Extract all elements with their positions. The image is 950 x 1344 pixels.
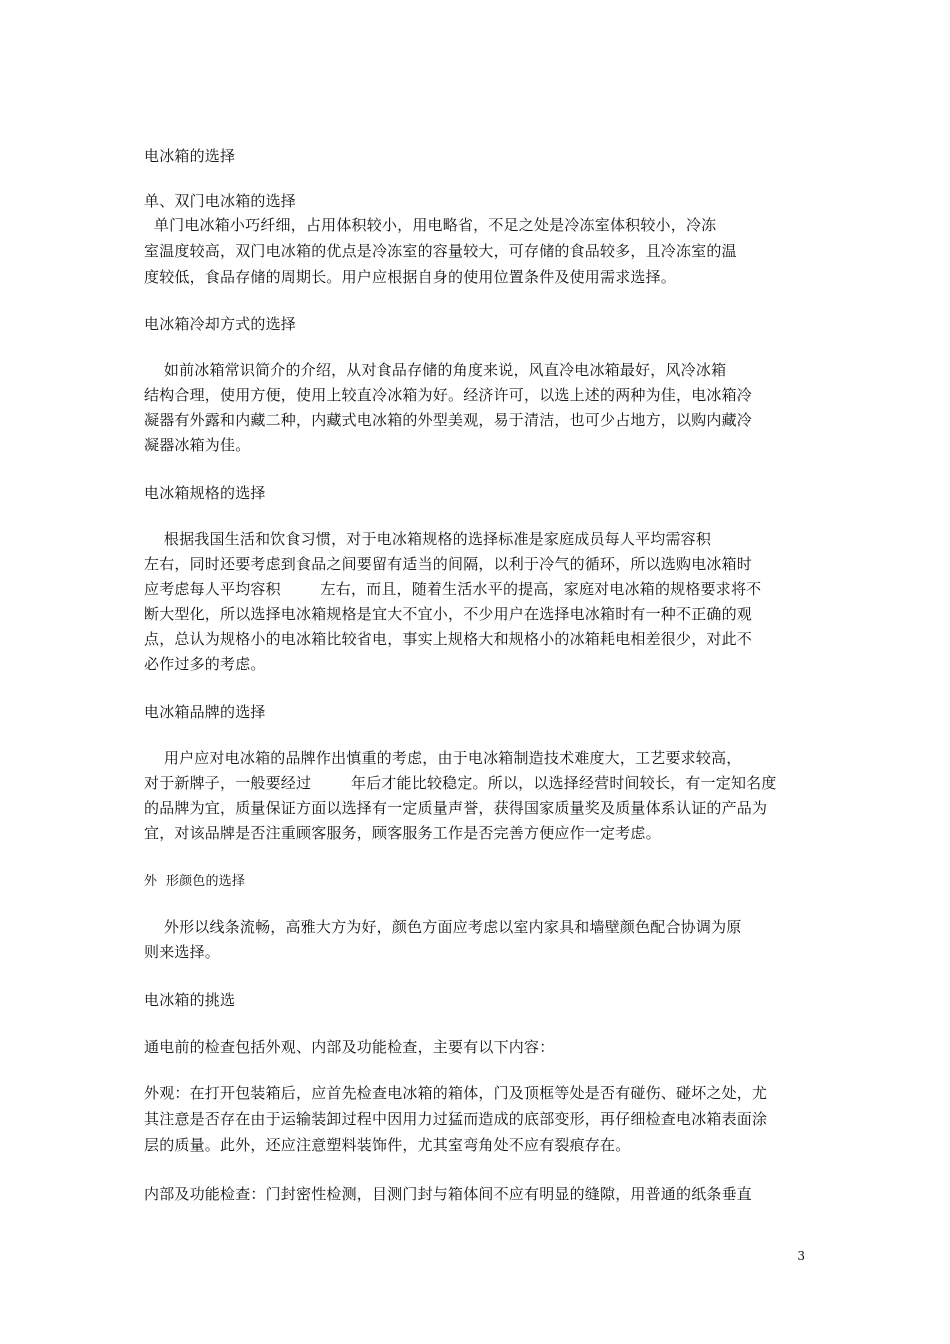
paragraph-line: 其注意是否存在由于运输装卸过程中因用力过猛而造成的底部变形，再仔细检查电冰箱表面涂 [144, 1110, 768, 1128]
heading-single-double: 单、双门电冰箱的选择 [144, 192, 297, 210]
paragraph-line: 的品牌为宜，质量保证方面以选择有一定质量声誉，获得国家质量奖及质量体系认证的产品为 [144, 799, 768, 817]
paragraph-line: 凝器有外露和内藏二种，内藏式电冰箱的外型美观，易于清洁，也可少占地方，以购内藏冷 [144, 411, 753, 429]
heading-cooling: 电冰箱冷却方式的选择 [144, 315, 297, 333]
section-title: 电冰箱的选择 [144, 147, 236, 165]
paragraph-line: 应考虑每人平均容积 左右，而且，随着生活水平的提高，家庭对电冰箱的规格要求将不 [144, 580, 762, 598]
paragraph-line: 则来选择。 [144, 943, 221, 961]
paragraph-line: 内部及功能检查：门封密性检测，目测门封与箱体间不应有明显的缝隙，用普通的纸条垂直 [144, 1185, 753, 1203]
paragraph-line: 室温度较高，双门电冰箱的优点是冷冻室的容量较大，可存储的食品较多，且冷冻室的温 [144, 242, 737, 260]
paragraph-line: 单门电冰箱小巧纤细，占用体积较小，用电略省，不足之处是冷冻室体积较小，冷冻 [144, 216, 717, 234]
paragraph-line: 断大型化，所以选择电冰箱规格是宜大不宜小，不少用户在选择电冰箱时有一种不正确的观 [144, 605, 753, 623]
paragraph-line: 必作过多的考虑。 [144, 655, 266, 673]
paragraph-line: 根据我国生活和饮食习惯，对于电冰箱规格的选择标准是家庭成员每人平均需容积 [144, 530, 712, 548]
paragraph-line: 外形以线条流畅，高雅大方为好，颜色方面应考虑以室内家具和墙壁颜色配合协调为原 [144, 918, 742, 936]
paragraph-line: 外观：在打开包装箱后，应首先检查电冰箱的箱体，门及顶框等处是否有碰伤、碰坏之处，尤 [144, 1084, 768, 1102]
paragraph-line: 层的质量。此外，还应注意塑料装饰件，尤其室弯角处不应有裂痕存在。 [144, 1136, 631, 1154]
paragraph-line: 通电前的检查包括外观、内部及功能检查，主要有以下内容： [144, 1038, 555, 1056]
heading-size: 电冰箱规格的选择 [144, 484, 266, 502]
paragraph-line: 如前冰箱常识简介的介绍，从对食品存储的角度来说，风直冷电冰箱最好，风冷冰箱 [144, 361, 727, 379]
heading-inspection: 电冰箱的挑选 [144, 991, 236, 1009]
heading-appearance: 外 形颜色的选择 [144, 874, 246, 889]
paragraph-line: 左右，同时还要考虑到食品之间要留有适当的间隔，以利于冷气的循环，所以选购电冰箱时 [144, 555, 753, 573]
paragraph-line: 宜，对该品牌是否注重顾客服务，顾客服务工作是否完善方便应作一定考虑。 [144, 824, 661, 842]
page-number: 3 [797, 1249, 805, 1263]
paragraph-line: 度较低，食品存储的周期长。用户应根据自身的使用位置条件及使用需求选择。 [144, 268, 677, 286]
paragraph-line: 点，总认为规格小的电冰箱比较省电，事实上规格大和规格小的冰箱耗电相差很少，对此不 [144, 630, 753, 648]
paragraph-line: 凝器冰箱为佳。 [144, 436, 251, 454]
heading-brand: 电冰箱品牌的选择 [144, 703, 266, 721]
paragraph-line: 对于新牌子，一般要经过 年后才能比较稳定。所以，以选择经营时间较长，有一定知名度 [144, 774, 777, 792]
paragraph-line: 用户应对电冰箱的品牌作出慎重的考虑，由于电冰箱制造技术难度大，工艺要求较高， [144, 749, 742, 767]
paragraph-line: 结构合理，使用方便，使用上较直冷冰箱为好。经济许可，以选上述的两种为佳，电冰箱冷 [144, 386, 753, 404]
